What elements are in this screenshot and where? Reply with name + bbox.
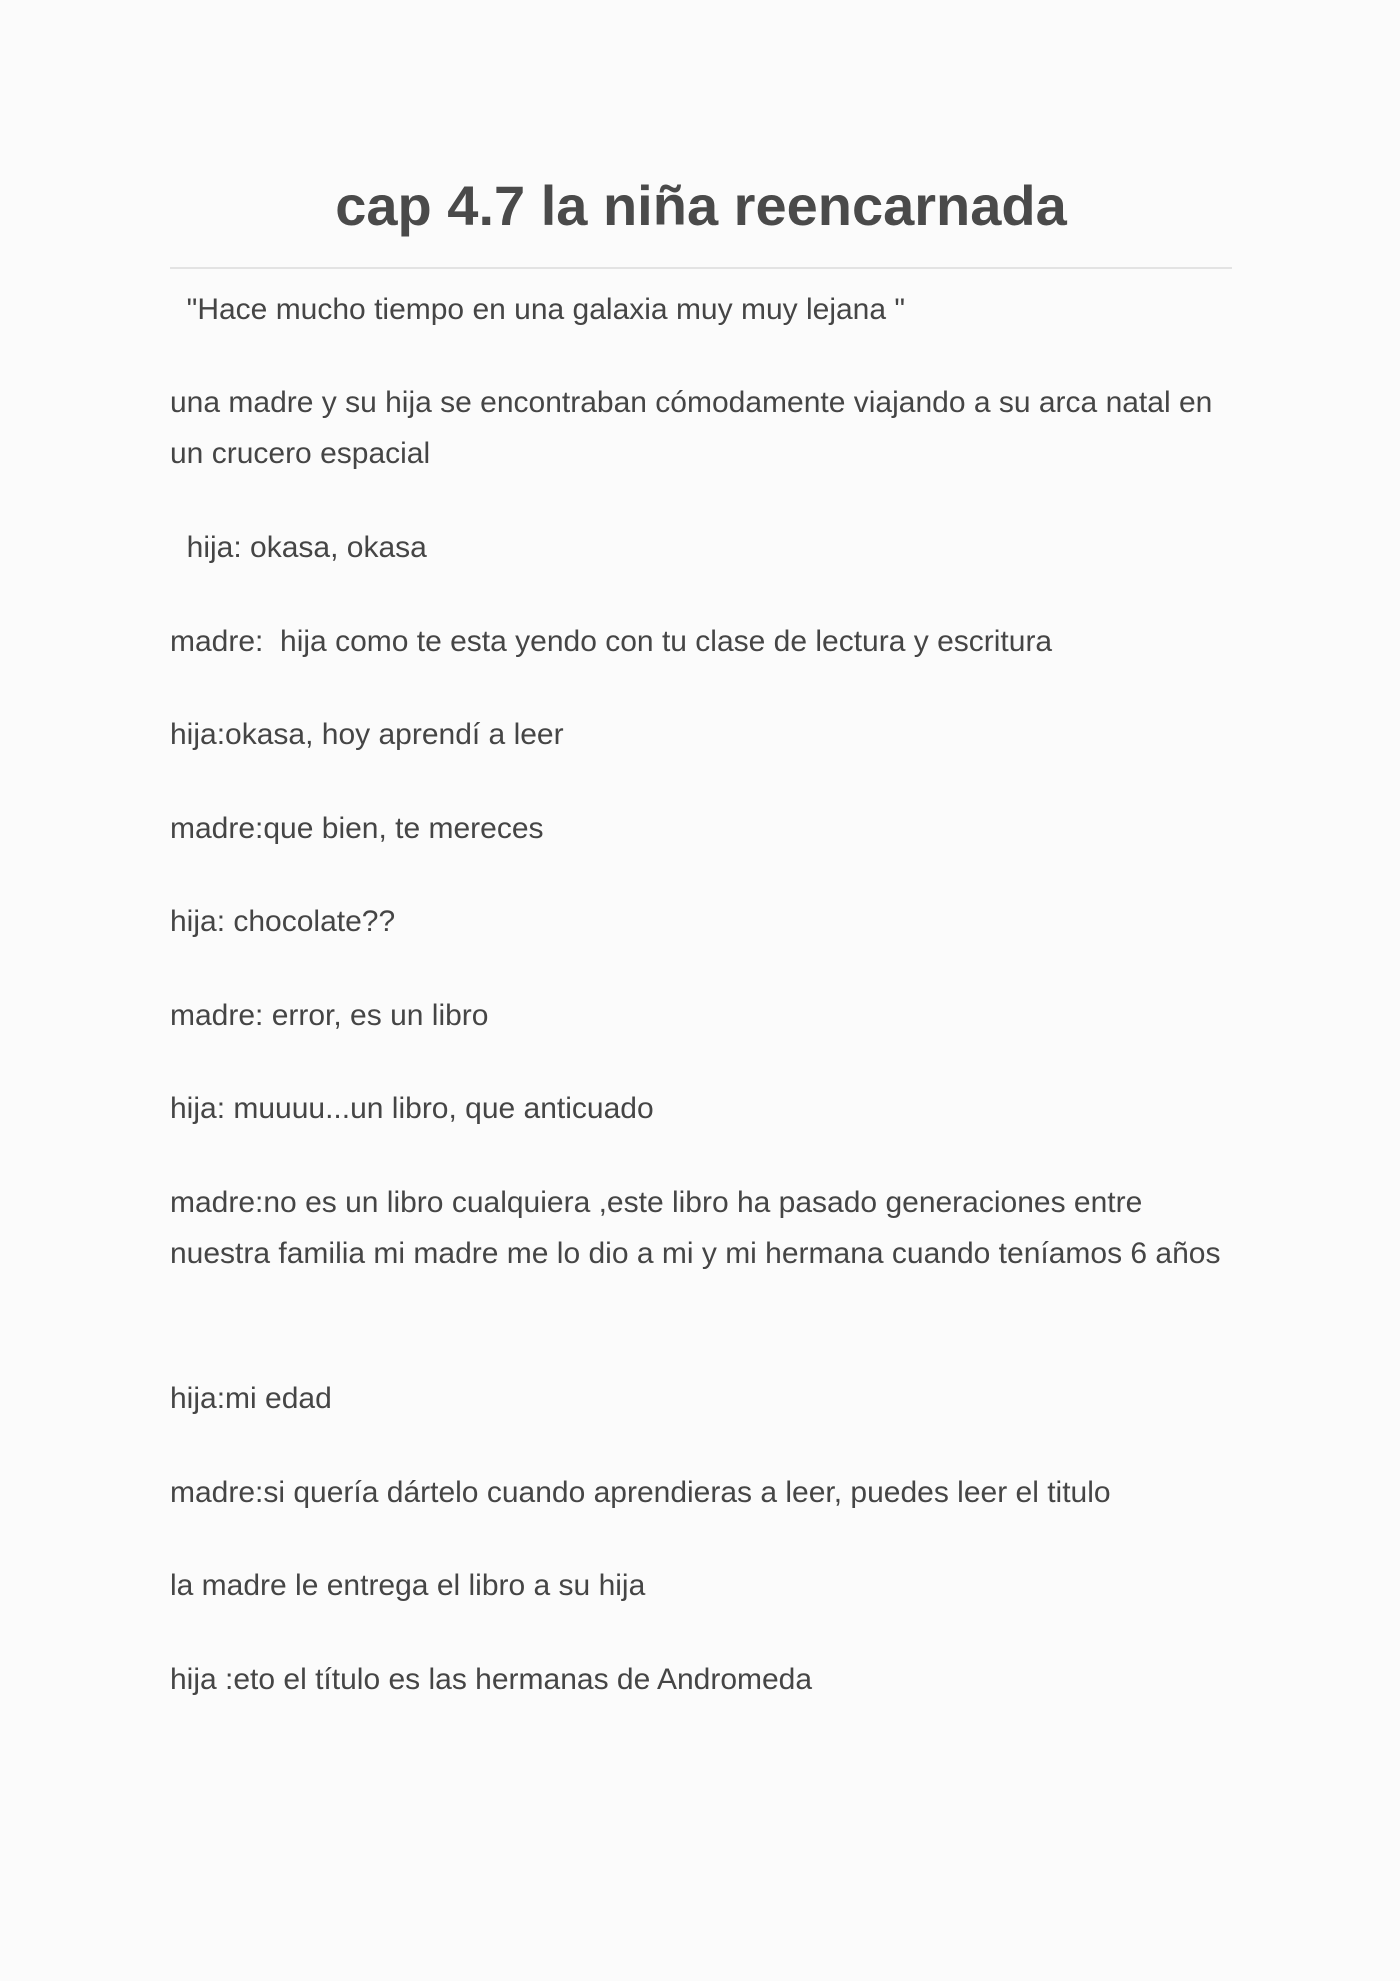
paragraph-dialogue: hija: chocolate?? <box>170 905 396 938</box>
paragraph-dialogue: madre:no es un libro cualquiera ,este libro ha pasado generaciones entre nuestra familia mi madre me lo dio a mi y mi hermana cuando teníamos 6 años <box>170 1186 1221 1270</box>
paragraph-dialogue: hija:okasa, hoy aprendí a leer <box>170 718 564 751</box>
paragraph-narration: la madre le entrega el libro a su hija <box>170 1569 646 1602</box>
page-title: cap 4.7 la niña reencarnada <box>335 174 1067 237</box>
paragraph-narration-intro: una madre y su hija se encontraban cómodamente viajando a su arca natal en un crucero espacial <box>170 386 1229 470</box>
title-divider <box>170 267 1232 269</box>
paragraph-dialogue: hija: okasa, okasa <box>170 531 427 564</box>
paragraph-opening-quote: "Hace mucho tiempo en una galaxia muy muy lejana " <box>170 293 906 326</box>
paragraph-dialogue: madre:que bien, te mereces <box>170 812 544 845</box>
paragraph-dialogue: madre: error, es un libro <box>170 999 489 1032</box>
paragraph-dialogue: madre: hija como te esta yendo con tu clase de lectura y escritura <box>170 625 1053 658</box>
paragraph-dialogue: hija: muuuu...un libro, que anticuado <box>170 1092 654 1125</box>
paragraph-dialogue: madre:si quería dártelo cuando aprendieras a leer, puedes leer el titulo <box>170 1476 1111 1509</box>
paragraph-dialogue: hija :eto el título es las hermanas de Andromeda <box>170 1663 813 1696</box>
paragraph-dialogue: hija:mi edad <box>170 1382 332 1415</box>
